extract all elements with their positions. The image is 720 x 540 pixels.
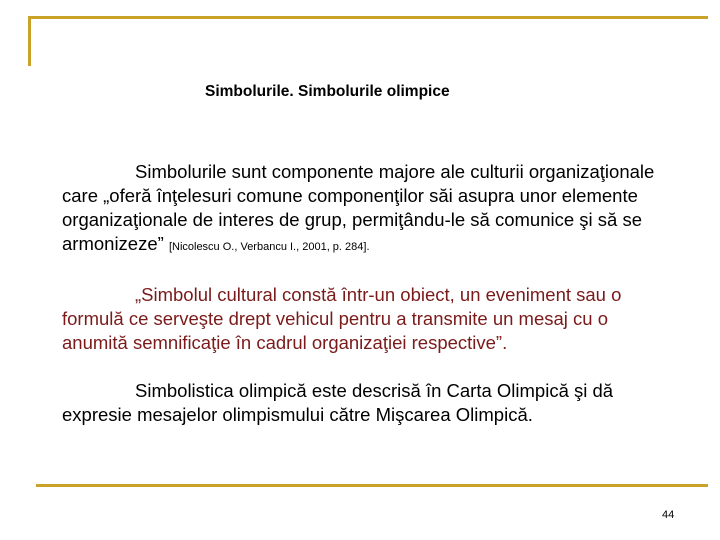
paragraph-definition (62, 160, 662, 259)
citation: [Nicolescu O., Verbancu I., 2001, p. 284]. (168, 241, 370, 253)
paragraph-quote (62, 283, 662, 355)
left-decorative-rule (28, 16, 31, 66)
paragraph-olympic-text: Simbolistica olimpică este descrisă în Carta Olimpică şi dă expresie mesajelor olimpismului către Mişcarea Olimpică. (62, 380, 614, 425)
bottom-decorative-rule (36, 484, 708, 487)
paragraph-olympic (62, 379, 662, 427)
page-number: 44 (662, 509, 675, 521)
slide-title: Simbolurile. Simbolurile olimpice (205, 83, 450, 100)
paragraph-quote-text: „Simbolul cultural constă într-un obiect, un eveniment sau o formulă ce serveşte drept vehicul pentru a transmite un mesaj cu o anumită semnificaţie în cadrul organizaţiei respective”. (62, 284, 622, 353)
paragraph-definition-text: Simbolurile sunt componente majore ale culturii organizaţionale care „oferă înţelesuri comune componenţilor săi asupra unor elemente organizaţionale de interes de grup, permiţându-le să comunice şi să se armonizeze” (62, 161, 655, 254)
top-decorative-rule (28, 16, 708, 19)
